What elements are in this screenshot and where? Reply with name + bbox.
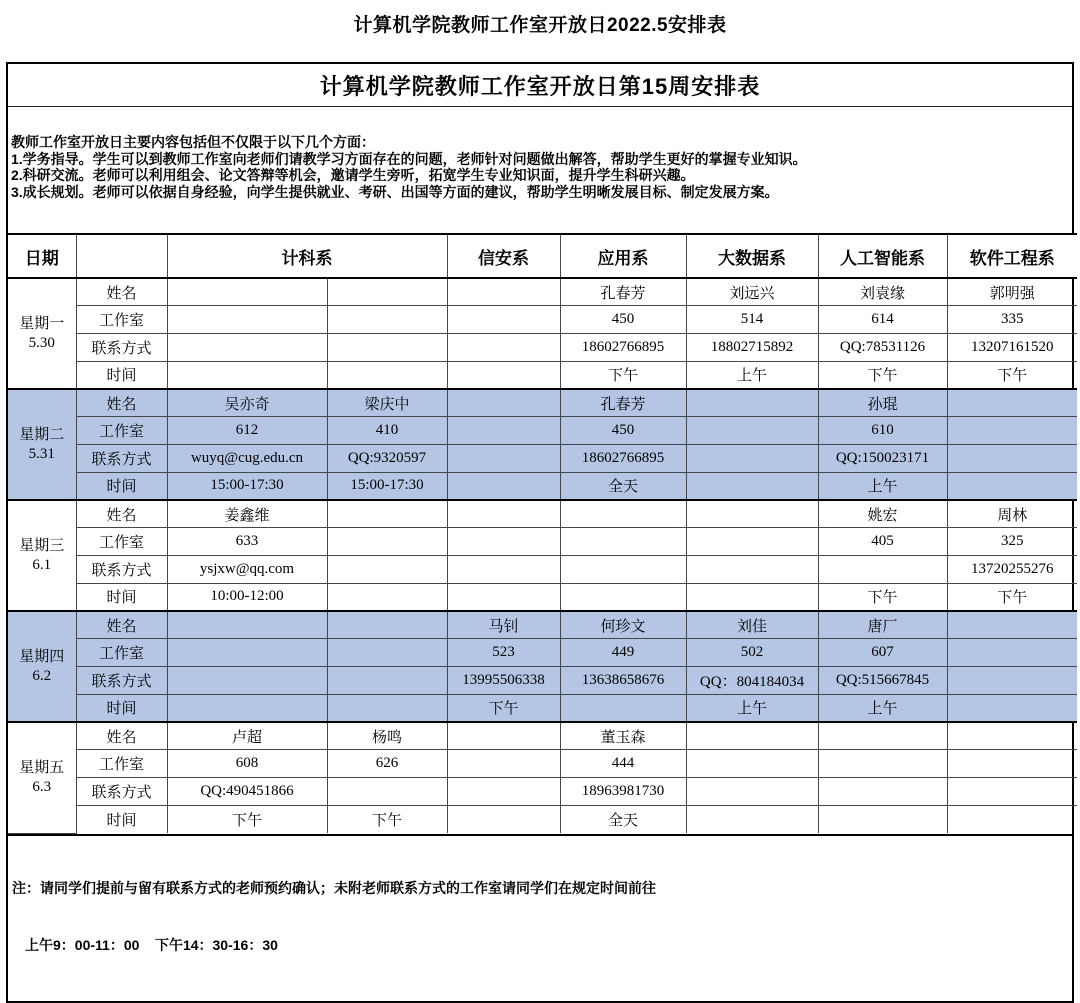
schedule-row (8, 694, 1077, 722)
schedule-cell: 下午 (447, 694, 560, 722)
schedule-cell: 410 (327, 417, 447, 445)
schedule-cell: 刘佳 (686, 611, 818, 639)
schedule-cell (167, 306, 327, 334)
day-label (8, 722, 76, 833)
schedule-cell (686, 583, 818, 611)
day-label (8, 389, 76, 500)
row-label: 姓名 (76, 500, 167, 528)
schedule-cell: 孙琨 (818, 389, 947, 417)
schedule-cell: 610 (818, 417, 947, 445)
schedule-cell: ysjxw@qq.com (167, 556, 327, 584)
schedule-row (8, 306, 1077, 334)
schedule-cell (327, 667, 447, 695)
header-date: 日期 (8, 234, 76, 278)
schedule-cell: 唐厂 (818, 611, 947, 639)
schedule-cell: 608 (167, 750, 327, 778)
header-dept-dashuju: 大数据系 (686, 234, 818, 278)
schedule-cell (818, 805, 947, 833)
schedule-cell (947, 639, 1077, 667)
schedule-row (8, 556, 1077, 584)
schedule-cell: 全天 (560, 472, 686, 500)
schedule-cell (686, 778, 818, 806)
schedule-cell: QQ:150023171 (818, 445, 947, 473)
schedule-cell: QQ:515667845 (818, 667, 947, 695)
schedule-row (8, 778, 1077, 806)
schedule-cell: 孔春芳 (560, 278, 686, 306)
schedule-cell (947, 389, 1077, 417)
schedule-cell (686, 445, 818, 473)
schedule-row (8, 361, 1077, 389)
day-name: 星期四 (19, 648, 65, 665)
row-label: 工作室 (76, 306, 167, 334)
schedule-cell: 13638658676 (560, 667, 686, 695)
schedule-cell: 下午 (947, 583, 1077, 611)
schedule-cell: 卢超 (167, 722, 327, 750)
schedule-cell: 614 (818, 306, 947, 334)
footer-note-line1: 注：请同学们提前与留有联系方式的老师预约确认；未附老师联系方式的工作室请同学们在规定时间前往 (12, 879, 656, 896)
schedule-cell: 450 (560, 306, 686, 334)
row-label: 姓名 (76, 389, 167, 417)
schedule-cell (447, 528, 560, 556)
schedule-cell: 633 (167, 528, 327, 556)
schedule-cell (327, 528, 447, 556)
schedule-cell (167, 361, 327, 389)
header-dept-yingyong: 应用系 (560, 234, 686, 278)
intro-block (8, 107, 1072, 233)
schedule-cell: 刘远兴 (686, 278, 818, 306)
schedule-cell (947, 611, 1077, 639)
intro-item: 1.学务指导。学生可以到教师工作室向老师们请教学习方面存在的问题，老师针对问题做出解答，帮助学生更好的掌握专业知识。 (11, 150, 807, 167)
schedule-cell: 13207161520 (947, 334, 1077, 362)
row-label: 时间 (76, 694, 167, 722)
schedule-cell (447, 805, 560, 833)
header-dept-ruanjiangongcheng: 软件工程系 (947, 234, 1077, 278)
schedule-cell (327, 361, 447, 389)
schedule-row (8, 750, 1077, 778)
row-label: 姓名 (76, 278, 167, 306)
schedule-cell (327, 694, 447, 722)
schedule-cell (447, 334, 560, 362)
row-label: 时间 (76, 583, 167, 611)
day-name: 星期二 (19, 426, 65, 443)
schedule-cell (447, 556, 560, 584)
schedule-cell (167, 278, 327, 306)
schedule-cell: 吴亦奇 (167, 389, 327, 417)
schedule-cell (686, 472, 818, 500)
schedule-cell: QQ:490451866 (167, 778, 327, 806)
schedule-cell: 上午 (818, 472, 947, 500)
schedule-cell (818, 750, 947, 778)
intro-heading: 教师工作室开放日主要内容包括但不仅限于以下几个方面： (11, 134, 375, 150)
schedule-cell (686, 556, 818, 584)
day-date: 5.31 (28, 445, 55, 462)
day-label (8, 611, 76, 722)
header-dept-jike: 计科系 (167, 234, 447, 278)
schedule-cell (447, 306, 560, 334)
schedule-cell (167, 694, 327, 722)
schedule-row (8, 278, 1077, 306)
schedule-cell (560, 583, 686, 611)
schedule-cell: 下午 (327, 805, 447, 833)
row-label: 联系方式 (76, 556, 167, 584)
schedule-cell (327, 278, 447, 306)
day-date: 6.1 (32, 556, 52, 573)
intro-item: 3.成长规划。老师可以依据自身经验，向学生提供就业、考研、出国等方面的建议，帮助学生明晰发展目标、制定发展方案。 (11, 183, 779, 200)
schedule-cell (327, 639, 447, 667)
schedule-cell (686, 500, 818, 528)
schedule-cell: 孔春芳 (560, 389, 686, 417)
schedule-cell (167, 334, 327, 362)
schedule-cell: 董玉森 (560, 722, 686, 750)
schedule-cell: 18963981730 (560, 778, 686, 806)
schedule-cell (327, 611, 447, 639)
schedule-cell (447, 583, 560, 611)
schedule-cell: 13995506338 (447, 667, 560, 695)
schedule-cell: 325 (947, 528, 1077, 556)
schedule-row (8, 805, 1077, 833)
schedule-cell (560, 694, 686, 722)
schedule-cell: 周林 (947, 500, 1077, 528)
schedule-cell (947, 667, 1077, 695)
schedule-cell: 514 (686, 306, 818, 334)
schedule-cell (560, 556, 686, 584)
intro-item: 2.科研交流。老师可以利用组会、论文答辩等机会，邀请学生旁听，拓宽学生专业知识面，提升学生科研兴趣。 (11, 167, 695, 183)
schedule-cell: 刘袁缘 (818, 278, 947, 306)
header-blank (76, 234, 167, 278)
footer-note-line2: 上午9：00-11：00 下午14：30-16：30 (25, 936, 278, 953)
day-name: 星期三 (19, 537, 65, 554)
day-label (8, 500, 76, 611)
schedule-table-frame (6, 62, 1074, 1003)
schedule-cell: 上午 (686, 361, 818, 389)
schedule-cell (327, 583, 447, 611)
schedule-cell: 612 (167, 417, 327, 445)
schedule-cell: 450 (560, 417, 686, 445)
row-label: 工作室 (76, 639, 167, 667)
schedule-cell: 523 (447, 639, 560, 667)
schedule-cell (167, 611, 327, 639)
schedule-row (8, 583, 1077, 611)
schedule-cell: 18802715892 (686, 334, 818, 362)
row-label: 时间 (76, 361, 167, 389)
schedule-cell: 13720255276 (947, 556, 1077, 584)
day-name: 星期五 (19, 759, 65, 776)
row-label: 联系方式 (76, 445, 167, 473)
schedule-cell: QQ:78531126 (818, 334, 947, 362)
schedule-cell (447, 361, 560, 389)
schedule-cell (447, 389, 560, 417)
day-label (8, 278, 76, 389)
schedule-cell (447, 472, 560, 500)
schedule-cell: 502 (686, 639, 818, 667)
schedule-cell: 上午 (686, 694, 818, 722)
schedule-cell: 15:00-17:30 (327, 472, 447, 500)
schedule-cell (327, 500, 447, 528)
schedule-cell (327, 306, 447, 334)
schedule-cell (947, 694, 1077, 722)
schedule-row (8, 389, 1077, 417)
schedule-cell: 下午 (947, 361, 1077, 389)
schedule-cell: 姜鑫维 (167, 500, 327, 528)
schedule-cell (447, 445, 560, 473)
schedule-cell: 下午 (167, 805, 327, 833)
schedule-cell: 马钊 (447, 611, 560, 639)
schedule-cell: QQ：804184034 (686, 667, 818, 695)
schedule-cell (947, 805, 1077, 833)
header-dept-xinan: 信安系 (447, 234, 560, 278)
row-label: 姓名 (76, 722, 167, 750)
schedule-cell: 449 (560, 639, 686, 667)
schedule-table (8, 233, 1077, 834)
schedule-cell: 607 (818, 639, 947, 667)
row-label: 时间 (76, 805, 167, 833)
schedule-cell (447, 778, 560, 806)
day-date: 6.3 (32, 778, 52, 795)
schedule-cell (686, 750, 818, 778)
schedule-row (8, 445, 1077, 473)
schedule-cell (686, 805, 818, 833)
schedule-row (8, 500, 1077, 528)
schedule-cell (327, 556, 447, 584)
schedule-cell: 18602766895 (560, 334, 686, 362)
footer-note (8, 834, 1072, 1001)
schedule-cell (947, 722, 1077, 750)
schedule-row (8, 722, 1077, 750)
schedule-cell: 下午 (818, 361, 947, 389)
table-title: 计算机学院教师工作室开放日第15周安排表 (8, 64, 1072, 107)
schedule-cell: 梁庆中 (327, 389, 447, 417)
schedule-body (8, 278, 1077, 833)
schedule-cell (447, 417, 560, 445)
schedule-cell: 全天 (560, 805, 686, 833)
schedule-cell (686, 528, 818, 556)
schedule-cell: 下午 (818, 583, 947, 611)
schedule-cell (560, 500, 686, 528)
schedule-cell (327, 334, 447, 362)
schedule-cell: wuyq@cug.edu.cn (167, 445, 327, 473)
schedule-cell: QQ:9320597 (327, 445, 447, 473)
day-name: 星期一 (19, 315, 65, 332)
schedule-cell (947, 778, 1077, 806)
schedule-cell: 335 (947, 306, 1077, 334)
schedule-cell (947, 750, 1077, 778)
schedule-cell: 18602766895 (560, 445, 686, 473)
schedule-cell: 杨鸣 (327, 722, 447, 750)
schedule-cell (947, 472, 1077, 500)
schedule-row (8, 611, 1077, 639)
schedule-row (8, 528, 1077, 556)
schedule-cell (686, 722, 818, 750)
schedule-row (8, 417, 1077, 445)
schedule-row (8, 334, 1077, 362)
row-label: 工作室 (76, 528, 167, 556)
schedule-cell (447, 278, 560, 306)
schedule-cell (167, 667, 327, 695)
schedule-cell (686, 389, 818, 417)
schedule-cell (818, 722, 947, 750)
schedule-cell (167, 639, 327, 667)
row-label: 姓名 (76, 611, 167, 639)
schedule-cell (818, 556, 947, 584)
day-date: 5.30 (28, 334, 55, 351)
schedule-cell (947, 445, 1077, 473)
schedule-cell (947, 417, 1077, 445)
schedule-cell (686, 417, 818, 445)
schedule-cell: 下午 (560, 361, 686, 389)
row-label: 工作室 (76, 417, 167, 445)
schedule-cell (447, 722, 560, 750)
header-dept-rengongzhineng: 人工智能系 (818, 234, 947, 278)
row-label: 联系方式 (76, 667, 167, 695)
row-label: 联系方式 (76, 334, 167, 362)
schedule-cell: 10:00-12:00 (167, 583, 327, 611)
row-label: 工作室 (76, 750, 167, 778)
schedule-cell (560, 528, 686, 556)
schedule-cell: 405 (818, 528, 947, 556)
header-row (8, 234, 1077, 278)
schedule-cell: 626 (327, 750, 447, 778)
schedule-row (8, 639, 1077, 667)
schedule-cell: 15:00-17:30 (167, 472, 327, 500)
schedule-cell: 何珍文 (560, 611, 686, 639)
row-label: 联系方式 (76, 778, 167, 806)
schedule-cell (447, 500, 560, 528)
page-title: 计算机学院教师工作室开放日2022.5安排表 (353, 15, 727, 36)
schedule-row (8, 667, 1077, 695)
schedule-cell: 上午 (818, 694, 947, 722)
schedule-cell (447, 750, 560, 778)
schedule-cell: 444 (560, 750, 686, 778)
row-label: 时间 (76, 472, 167, 500)
schedule-row (8, 472, 1077, 500)
schedule-cell: 姚宏 (818, 500, 947, 528)
schedule-cell (818, 778, 947, 806)
schedule-cell (327, 778, 447, 806)
day-date: 6.2 (32, 667, 52, 684)
schedule-cell: 郭明强 (947, 278, 1077, 306)
